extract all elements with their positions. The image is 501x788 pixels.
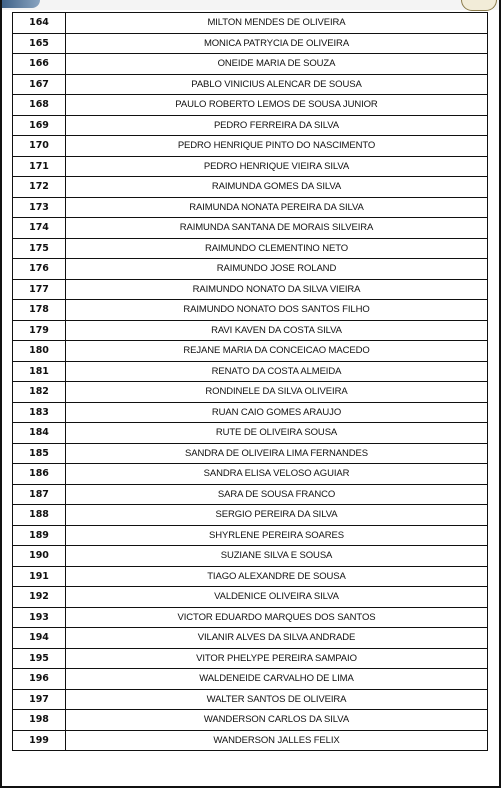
row-name-cell: MONICA PATRYCIA DE OLIVEIRA (66, 33, 488, 54)
table-row (13, 218, 488, 239)
table-row (13, 13, 488, 34)
row-name-cell: PABLO VINICIUS ALENCAR DE SOUSA (66, 74, 488, 95)
table-row (13, 33, 488, 54)
row-number-cell: 192 (13, 587, 66, 608)
row-number-cell: 177 (13, 279, 66, 300)
table-row (13, 669, 488, 690)
names-table-body (13, 13, 488, 751)
table-row (13, 443, 488, 464)
row-number-cell: 172 (13, 177, 66, 198)
row-number-cell: 194 (13, 628, 66, 649)
table-row (13, 95, 488, 116)
row-number-cell: 186 (13, 464, 66, 485)
row-name-cell: RAIMUNDO NONATO DA SILVA VIEIRA (66, 279, 488, 300)
row-name-cell: WANDERSON CARLOS DA SILVA (66, 710, 488, 731)
row-number-cell: 191 (13, 566, 66, 587)
table-row (13, 546, 488, 567)
row-number-cell: 199 (13, 730, 66, 751)
row-name-cell: RAVI KAVEN DA COSTA SILVA (66, 320, 488, 341)
table-row (13, 54, 488, 75)
row-number-cell: 169 (13, 115, 66, 136)
row-number-cell: 176 (13, 259, 66, 280)
row-name-cell: RAIMUNDA GOMES DA SILVA (66, 177, 488, 198)
row-name-cell: RAIMUNDO CLEMENTINO NETO (66, 238, 488, 259)
row-name-cell: RAIMUNDA NONATA PEREIRA DA SILVA (66, 197, 488, 218)
row-name-cell: SERGIO PEREIRA DA SILVA (66, 505, 488, 526)
table-row (13, 587, 488, 608)
row-name-cell: PEDRO HENRIQUE VIEIRA SILVA (66, 156, 488, 177)
row-number-cell: 189 (13, 525, 66, 546)
row-number-cell: 165 (13, 33, 66, 54)
table-row (13, 382, 488, 403)
row-name-cell: RENATO DA COSTA ALMEIDA (66, 361, 488, 382)
row-number-cell: 171 (13, 156, 66, 177)
row-number-cell: 198 (13, 710, 66, 731)
row-number-cell: 182 (13, 382, 66, 403)
row-number-cell: 175 (13, 238, 66, 259)
table-row (13, 525, 488, 546)
row-number-cell: 173 (13, 197, 66, 218)
row-name-cell: RAIMUNDA SANTANA DE MORAIS SILVEIRA (66, 218, 488, 239)
row-number-cell: 195 (13, 648, 66, 669)
row-name-cell: REJANE MARIA DA CONCEICAO MACEDO (66, 341, 488, 362)
row-number-cell: 188 (13, 505, 66, 526)
names-table (12, 12, 488, 751)
row-number-cell: 174 (13, 218, 66, 239)
table-row (13, 156, 488, 177)
row-number-cell: 167 (13, 74, 66, 95)
row-number-cell: 181 (13, 361, 66, 382)
row-name-cell: WALTER SANTOS DE OLIVEIRA (66, 689, 488, 710)
table-row (13, 320, 488, 341)
row-name-cell: SUZIANE SILVA E SOUSA (66, 546, 488, 567)
table-row (13, 361, 488, 382)
table-row (13, 279, 488, 300)
row-name-cell: VILANIR ALVES DA SILVA ANDRADE (66, 628, 488, 649)
table-row (13, 259, 488, 280)
row-name-cell: RAIMUNDO JOSE ROLAND (66, 259, 488, 280)
row-name-cell: TIAGO ALEXANDRE DE SOUSA (66, 566, 488, 587)
row-number-cell: 164 (13, 13, 66, 34)
table-row (13, 648, 488, 669)
row-name-cell: RUAN CAIO GOMES ARAUJO (66, 402, 488, 423)
row-name-cell: RAIMUNDO NONATO DOS SANTOS FILHO (66, 300, 488, 321)
row-name-cell: VICTOR EDUARDO MARQUES DOS SANTOS (66, 607, 488, 628)
table-row (13, 341, 488, 362)
table-row (13, 238, 488, 259)
row-number-cell: 197 (13, 689, 66, 710)
row-number-cell: 178 (13, 300, 66, 321)
row-number-cell: 180 (13, 341, 66, 362)
table-row (13, 74, 488, 95)
row-number-cell: 190 (13, 546, 66, 567)
table-row (13, 628, 488, 649)
row-name-cell: PEDRO HENRIQUE PINTO DO NASCIMENTO (66, 136, 488, 157)
row-number-cell: 193 (13, 607, 66, 628)
row-number-cell: 168 (13, 95, 66, 116)
row-name-cell: SHYRLENE PEREIRA SOARES (66, 525, 488, 546)
table-row (13, 484, 488, 505)
row-name-cell: MILTON MENDES DE OLIVEIRA (66, 13, 488, 34)
row-number-cell: 183 (13, 402, 66, 423)
row-number-cell: 179 (13, 320, 66, 341)
table-row (13, 730, 488, 751)
row-name-cell: WANDERSON JALLES FELIX (66, 730, 488, 751)
table-row (13, 177, 488, 198)
row-number-cell: 187 (13, 484, 66, 505)
table-row (13, 607, 488, 628)
table-row (13, 402, 488, 423)
table-row (13, 505, 488, 526)
table-row (13, 423, 488, 444)
row-name-cell: WALDENEIDE CARVALHO DE LIMA (66, 669, 488, 690)
table-row (13, 566, 488, 587)
table-row (13, 136, 488, 157)
table-row (13, 710, 488, 731)
row-number-cell: 185 (13, 443, 66, 464)
table-row (13, 115, 488, 136)
row-name-cell: PAULO ROBERTO LEMOS DE SOUSA JUNIOR (66, 95, 488, 116)
table-row (13, 300, 488, 321)
row-name-cell: SANDRA DE OLIVEIRA LIMA FERNANDES (66, 443, 488, 464)
row-number-cell: 196 (13, 669, 66, 690)
row-name-cell: SANDRA ELISA VELOSO AGUIAR (66, 464, 488, 485)
table-row (13, 689, 488, 710)
row-name-cell: SARA DE SOUSA FRANCO (66, 484, 488, 505)
row-name-cell: PEDRO FERREIRA DA SILVA (66, 115, 488, 136)
row-name-cell: RONDINELE DA SILVA OLIVEIRA (66, 382, 488, 403)
row-name-cell: ONEIDE MARIA DE SOUZA (66, 54, 488, 75)
row-name-cell: RUTE DE OLIVEIRA SOUSA (66, 423, 488, 444)
table-row (13, 464, 488, 485)
row-number-cell: 166 (13, 54, 66, 75)
table-row (13, 197, 488, 218)
row-name-cell: VITOR PHELYPE PEREIRA SAMPAIO (66, 648, 488, 669)
row-number-cell: 170 (13, 136, 66, 157)
row-number-cell: 184 (13, 423, 66, 444)
row-name-cell: VALDENICE OLIVEIRA SILVA (66, 587, 488, 608)
